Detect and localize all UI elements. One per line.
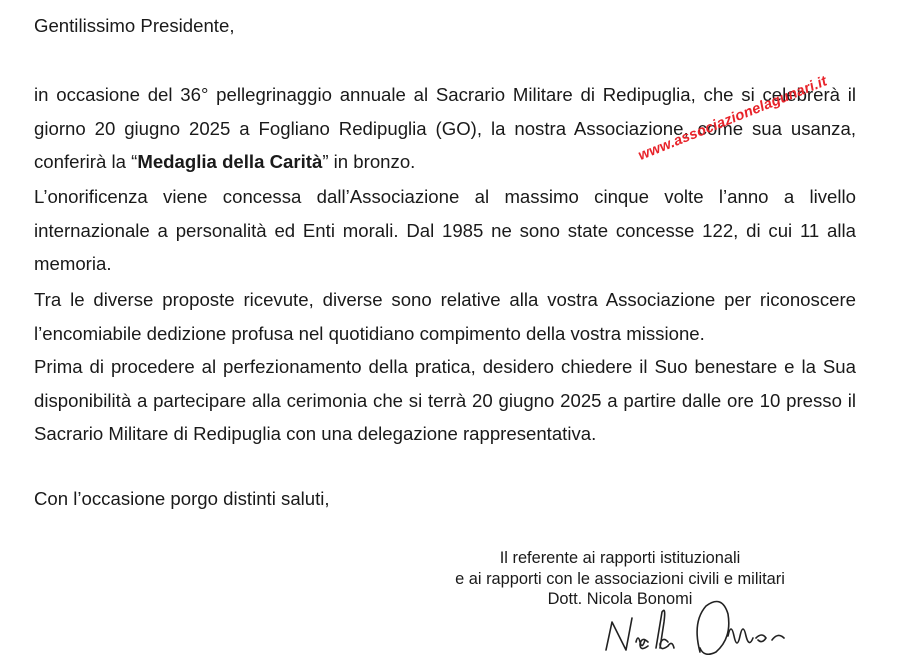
paragraph-proposals: Tra le diverse proposte ricevute, diverse sono relative alla vostra Associazione per riconoscere l’encomiabile dedizione profusa nel quotidiano compimento della vostra missione. <box>34 289 856 344</box>
paragraph-request: Prima di procedere al perfezionamento della pratica, desidero chiedere il Suo benestare e la Sua disponibilità a partecipare alla cerimonia che si terrà 20 giugno 2025 a partire dalle ore 10 presso il Sacrario Militare di Redipuglia con una delegazione rappresentativa. <box>34 356 856 445</box>
watermark: www.associazionelagunari.it <box>636 73 830 164</box>
paragraph-ceremony-text: in occasione del 36° pellegrinaggio annuale al Sacrario Militare di Redipuglia, che si celebrerà il giorno 20 giugno 2025 a Fogliano Redipuglia (GO), la nostra Associazione, come sua usanza, conferirà la “ <box>34 84 856 173</box>
greeting: Gentilissimo Presidente, <box>34 15 235 36</box>
handwritten-signature <box>596 592 796 662</box>
medal-name: Medaglia della Carità <box>137 151 323 173</box>
paragraph-honor: L’onorificenza viene concessa dall’Associazione al massimo cinque volte l’anno a livello internazionale a personalità ed Enti morali. Dal 1985 ne sono state concesse 122, di cui 11 alla memoria. <box>34 186 856 275</box>
signer-name: Dott. Nicola Bonomi <box>547 590 693 608</box>
signer-role-line1: Il referente ai rapporti istituzionali <box>499 549 741 567</box>
paragraph-ceremony <box>34 78 856 179</box>
signer-role-line2: e ai rapporti con le associazioni civili e militari <box>455 569 785 588</box>
closing-salutation: Con l’occasione porgo distinti saluti, <box>34 488 330 509</box>
paragraph-ceremony-end: ” in bronzo. <box>322 151 416 173</box>
